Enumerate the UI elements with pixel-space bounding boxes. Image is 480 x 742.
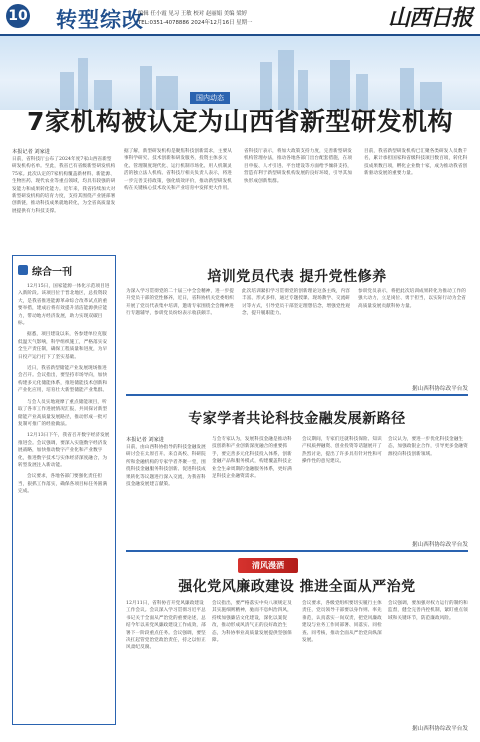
article2-headline: 培训党员代表 提升党性修养 bbox=[207, 269, 387, 285]
article3-column-1: 日前，由山西科协指导的科技金融发展研讨会在太原召开。来自高校、科研院所和金融机构的专家学者齐聚一堂，围绕科技金融服务科技创新、促进科技成果转化等议题进行深入交流，为我省科技金融发展建言献策。 bbox=[126, 445, 206, 488]
sidebar-brief bbox=[12, 255, 116, 725]
sidebar-paragraph: 据悉，项目建设以来，各参建单位克服低温天气影响，科学组织施工，严格落实安全生产责任制，确保工程质量和进度，为早日投产运行打下了坚实基础。 bbox=[18, 332, 108, 360]
main-column-2: 据了解，新型研发机构是聚焦科技创新需求，主要从事科学研究、技术创新和研发服务，投资主体多元化、管理制度现代化、运行机制市场化、用人机制灵活的独立法人机构。省科技厅相关负责人表示，将进一步完善支持政策，强化绩效评价，推动新型研发机构在关键核心技术攻关和产业培育中发挥更大作用。 bbox=[124, 149, 232, 192]
sidebar-paragraph: 12月13日下午，我省召开数字经济发展推进会。会议强调，要深入实施数字经济发展战略，加快推动数字产业化和产业数字化，推进数字技术与实体经济深度融合，为转型发展注入新动能。 bbox=[18, 433, 110, 468]
article4-headline: 强化党风廉政建设 推进全面从严治党 bbox=[178, 579, 416, 595]
article3-column-4: 会议认为，要进一步优化科技金融生态，加强政银企合作，引导更多金融资源投向科技创新领域。 bbox=[388, 437, 468, 457]
page-header bbox=[0, 0, 480, 36]
main-headline: 7家机构被认定为山西省新型研发机构 bbox=[27, 107, 453, 136]
section-title: 转型综改 bbox=[56, 7, 144, 32]
newspaper-logo: 山西日报 bbox=[387, 5, 472, 31]
sidebar-paragraph: 近日，我省新型储能产业发展现场推进会召开。会议指出，要坚持市场导向，加快构建多元化储能体系，推进储能技术创新和产业化应用，培育壮大新型储能产业集群。 bbox=[18, 366, 108, 394]
page-number: 10 bbox=[6, 4, 30, 28]
article3-column-2: 与会专家认为，发展科技金融是推动科技创新和产业创新深度融合的重要抓手，要完善多元化科技投入体系，创新金融产品和服务模式，构建覆盖科技企业全生命周期的金融服务体系，更好满足科技企业融资需求。 bbox=[212, 437, 292, 480]
section-divider bbox=[126, 550, 468, 552]
article2-source: 据山西科协综改平台发 bbox=[412, 386, 468, 392]
article2-column-3: 参训党员表示，将把此次培训成果转化为推动工作的强大动力，立足岗位、勇于担当，以实际行动为全省高质量发展贡献科协力量。 bbox=[358, 289, 466, 309]
sidebar-paragraph: 会议要求，各地各部门要强化责任担当，狠抓工作落实，确保各项目标任务圆满完成。 bbox=[18, 474, 108, 495]
article3-source: 据山西科协综改平台发 bbox=[412, 542, 468, 548]
contact-line: TEL:0351-4078886 2024年12月16日 星期一 bbox=[138, 20, 253, 26]
article4-column-3: 会议要求，各级党组织要切实履行主体责任，党员领导干部要以身作则、率先垂范，认真落实一岗双责，把党风廉政建设与业务工作同部署、同落实、同检查、同考核，推动全面从严治党向纵深发展。 bbox=[302, 601, 382, 644]
banner-tag: 国内动态 bbox=[190, 92, 230, 104]
main-byline: 本报记者 刘家进 bbox=[12, 149, 50, 155]
editor-line: 编辑 任小霞 见习 王敏 校对 赵丽娟 美编 梁婷 bbox=[138, 11, 248, 17]
article4-column-2: 会议指出，要严格落实中央八项规定及其实施细则精神，驰而不息纠治四风，持续加强廉洁文化建设，深化以案促改，推动形成风清气正的良好政治生态，为科协事业高质量发展提供坚强保障。 bbox=[212, 601, 292, 644]
sidebar-paragraph: 与会人员实地观摩了重点储能项目，听取了各市工作进展情况汇报，共同探讨新型储能产业高质量发展路径，推动形成一批可复制可推广的经验做法。 bbox=[18, 399, 108, 427]
article4-source: 据山西科协综改平台发 bbox=[412, 726, 468, 732]
main-column-1: 日前，省科技厅公布了2024年度7家山西省新型研发机构名单。至此，我省已有省级新型研发机构75家。此次认定的7家机构覆盖新材料、新能源、生物医药、现代农业等重点领域，均具有较强的研发能力和成果转化能力。近年来，我省持续加大对新型研发机构的培育力度，支持其围绕产业链部署创新链，推动科技成果就地转化，为全省高质量发展提供有力科技支撑。 bbox=[12, 157, 116, 214]
article2-column-1: 为深入学习贯彻党的二十届三中全会精神，进一步提升党员干部的党性修养，近日，省科协机关党委组织开展了党员代表集中培训，邀请专家围绕全会精神进行专题辅导，参训党员纷纷表示收获颇丰。 bbox=[126, 289, 234, 317]
sidebar-paragraph: 12月15日，国家能源一体化示范项目进入新阶段。该项目位于晋北地区，总投资较大，是我省推进能源革命综合改革试点的重要举措，建成后将有效提升清洁能源供应能力，带动地方经济发展，助力实现双碳目标。 bbox=[18, 284, 110, 327]
skyline-banner bbox=[0, 36, 480, 110]
sidebar-title: 综合一刊 bbox=[18, 263, 72, 278]
section-divider bbox=[126, 394, 468, 396]
main-column-4: 目前，我省新型研发机构已汇聚各类研发人员数千名，累计承担国家和省级科技项目数百项，转化科技成果数百项，孵化企业数十家，成为推动我省创新驱动发展的重要力量。 bbox=[364, 149, 468, 177]
article4-column-4: 会议强调，要加强对权力运行的制约和监督，健全完善内控机制，紧盯重点领域和关键环节，防范廉政风险。 bbox=[388, 601, 468, 621]
main-column-3: 省科技厅表示，将加大政策支持力度，完善新型研发机构管理办法，推动各地各部门出台配套措施，在项目申报、人才引进、平台建设等方面给予倾斜支持，营造有利于新型研发机构发展的良好环境，引导其加快形成创新集群。 bbox=[244, 149, 352, 184]
article2-column-2: 此次培训紧扣学习贯彻党的创新理论这条主线，内容丰富、形式多样，通过专题授课、现场教学、交流研讨等方式，引导党员干部坚定理想信念，增强党性观念，提升履职能力。 bbox=[242, 289, 350, 317]
article4-column-1: 12月11日，省科协召开党风廉政建设工作会议。会议深入学习贯彻习近平总书记关于全面从严治党的重要论述，总结今年以来党风廉政建设工作成效，部署下一阶段重点任务。会议强调，要坚决扛起管党治党政治责任，持之以恒正风肃纪反腐。 bbox=[126, 601, 206, 651]
article3-byline: 本报记者 刘家进 bbox=[126, 437, 164, 443]
column-tag: 清风漫洒 bbox=[238, 558, 298, 573]
article3-headline: 专家学者共论科技金融发展新路径 bbox=[188, 411, 406, 427]
article3-column-3: 会议期间，专家们还就科技保险、知识产权质押融资、创业投资等话题展开了热烈讨论，提出了许多具有针对性和可操作性的意见建议。 bbox=[302, 437, 382, 465]
